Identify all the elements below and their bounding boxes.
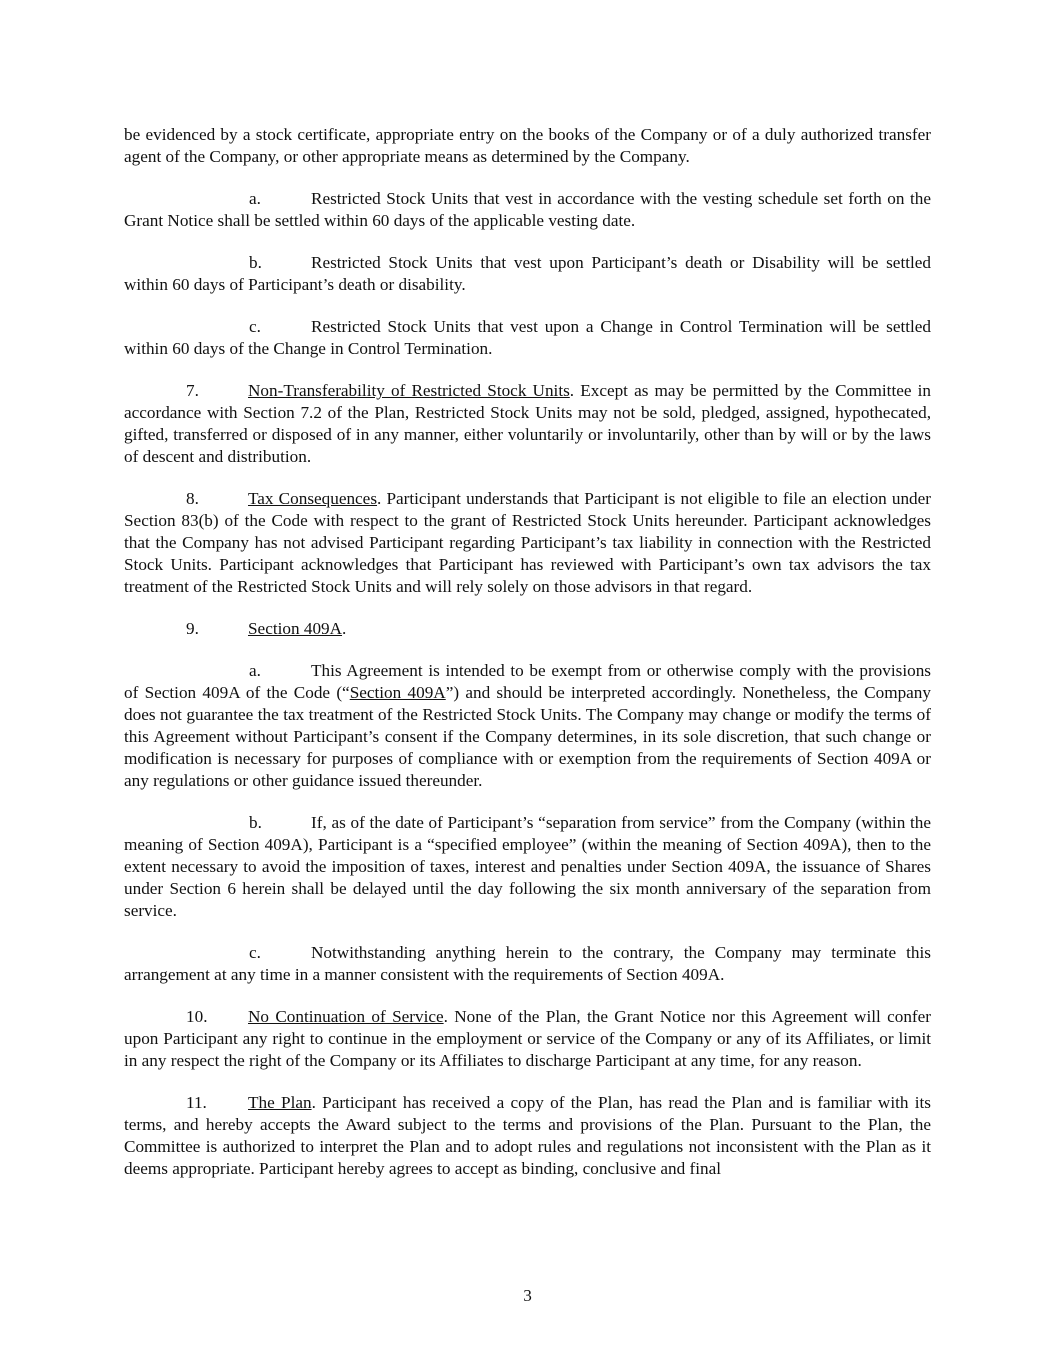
item-text: Restricted Stock Units that vest upon Participant’s death or Disability will be settled within 60 days of Participant’s death or disability. [124, 253, 931, 294]
section-number: 8. [186, 489, 199, 508]
section-9-item-b [124, 812, 931, 922]
item-text: Notwithstanding anything herein to the contrary, the Company may terminate this arrangement at any time in a manner consistent with the requirements of Section 409A. [124, 943, 931, 984]
section-number: 10. [186, 1007, 208, 1026]
section-8 [124, 488, 931, 598]
settlement-item-a [124, 188, 931, 232]
section-text: . Participant has received a copy of the Plan, has read the Plan and is familiar with its terms, and hereby accepts the Award subject to the terms and provisions of the Plan. Pursuant to the Plan, the Committee is authorized to interpret the Plan and to adopt rules and regulations not inconsistent with the Plan as it deems appropriate. Participant hereby agrees to accept as binding, conclusive and final [124, 1093, 931, 1178]
section-7 [124, 380, 931, 468]
section-9 [124, 618, 931, 640]
section-text: . Participant understands that Participant is not eligible to file an election under Section 83(b) of the Code with respect to the grant of Restricted Stock Units hereunder. Participant acknowledges that the Company has not advised Participant regarding Participant’s tax liability in connection with the Restricted Stock Units. Participant acknowledges that Participant has reviewed with Participant’s own tax advisors the tax treatment of the Restricted Stock Units and will rely solely on those advisors in that regard. [124, 489, 931, 596]
item-label: c. [249, 943, 261, 962]
item-label: a. [249, 661, 261, 680]
section-11 [124, 1092, 931, 1180]
item-label: b. [249, 813, 262, 832]
section-number: 7. [186, 381, 199, 400]
continuation-paragraph: be evidenced by a stock certificate, appropriate entry on the books of the Company or of a duly authorized transfer agent of the Company, or other appropriate means as determined by the Company. [124, 125, 931, 166]
page-number: 3 [523, 1286, 532, 1305]
section-heading: Non-Transferability of Restricted Stock Units [248, 381, 570, 400]
section-9-item-a [124, 660, 931, 792]
section-text: . Except as may be permitted by the Committee in accordance with Section 7.2 of the Plan, Restricted Stock Units may not be sold, pledged, assigned, hypothecated, gifted, transferred or disposed of in any manner, either voluntarily or involuntarily, other than by will or by the laws of descent and distribution. [124, 381, 931, 466]
item-text: This Agreement is intended to be exempt from or otherwise comply with the provisions of Section 409A of the Code (“ [124, 661, 931, 702]
document-page [124, 124, 931, 1200]
section-heading: Section 409A [248, 619, 343, 638]
item-text: ”) and should be interpreted accordingly. Nonetheless, the Company does not guarantee the tax treatment of the Restricted Stock Units. The Company may change or modify the terms of this Agreement without Participant’s consent if the Company determines, in its sole discretion, that such change or modification is necessary for purposes of compliance with or exemption from the requirements of Section 409A or any regulations or other guidance issued thereunder. [124, 683, 931, 790]
item-label: c. [249, 317, 261, 336]
section-10 [124, 1006, 931, 1072]
section-number: 11. [186, 1093, 207, 1112]
item-text: Restricted Stock Units that vest upon a Change in Control Termination will be settled within 60 days of the Change in Control Termination. [124, 317, 931, 358]
section-number: 9. [186, 619, 199, 638]
settlement-item-b [124, 252, 931, 296]
item-label: a. [249, 189, 261, 208]
section-text: . None of the Plan, the Grant Notice nor this Agreement will confer upon Participant any right to continue in the employment or service of the Company or any of its Affiliates, or limit in any respect the right of the Company or its Affiliates to discharge Participant at any time, for any reason. [124, 1007, 931, 1070]
item-text: If, as of the date of Participant’s “separation from service” from the Company (within the meaning of Section 409A), Participant is a “specified employee” (within the meaning of Section 409A), then to the extent necessary to avoid the imposition of taxes, interest and penalties under Section 409A, the issuance of Shares under Section 6 herein shall be delayed until the day following the six month anniversary of the separation from service. [124, 813, 931, 920]
section-heading: Tax Consequences [248, 489, 378, 508]
item-label: b. [249, 253, 262, 272]
section-heading-end: . [342, 619, 347, 638]
settlement-item-c [124, 316, 931, 360]
section-heading: The Plan [248, 1093, 312, 1112]
item-text: Restricted Stock Units that vest in accordance with the vesting schedule set forth on the Grant Notice shall be settled within 60 days of the applicable vesting date. [124, 189, 931, 230]
defined-term: Section 409A [349, 683, 446, 702]
section-9-item-c [124, 942, 931, 986]
section-heading: No Continuation of Service [248, 1007, 444, 1026]
